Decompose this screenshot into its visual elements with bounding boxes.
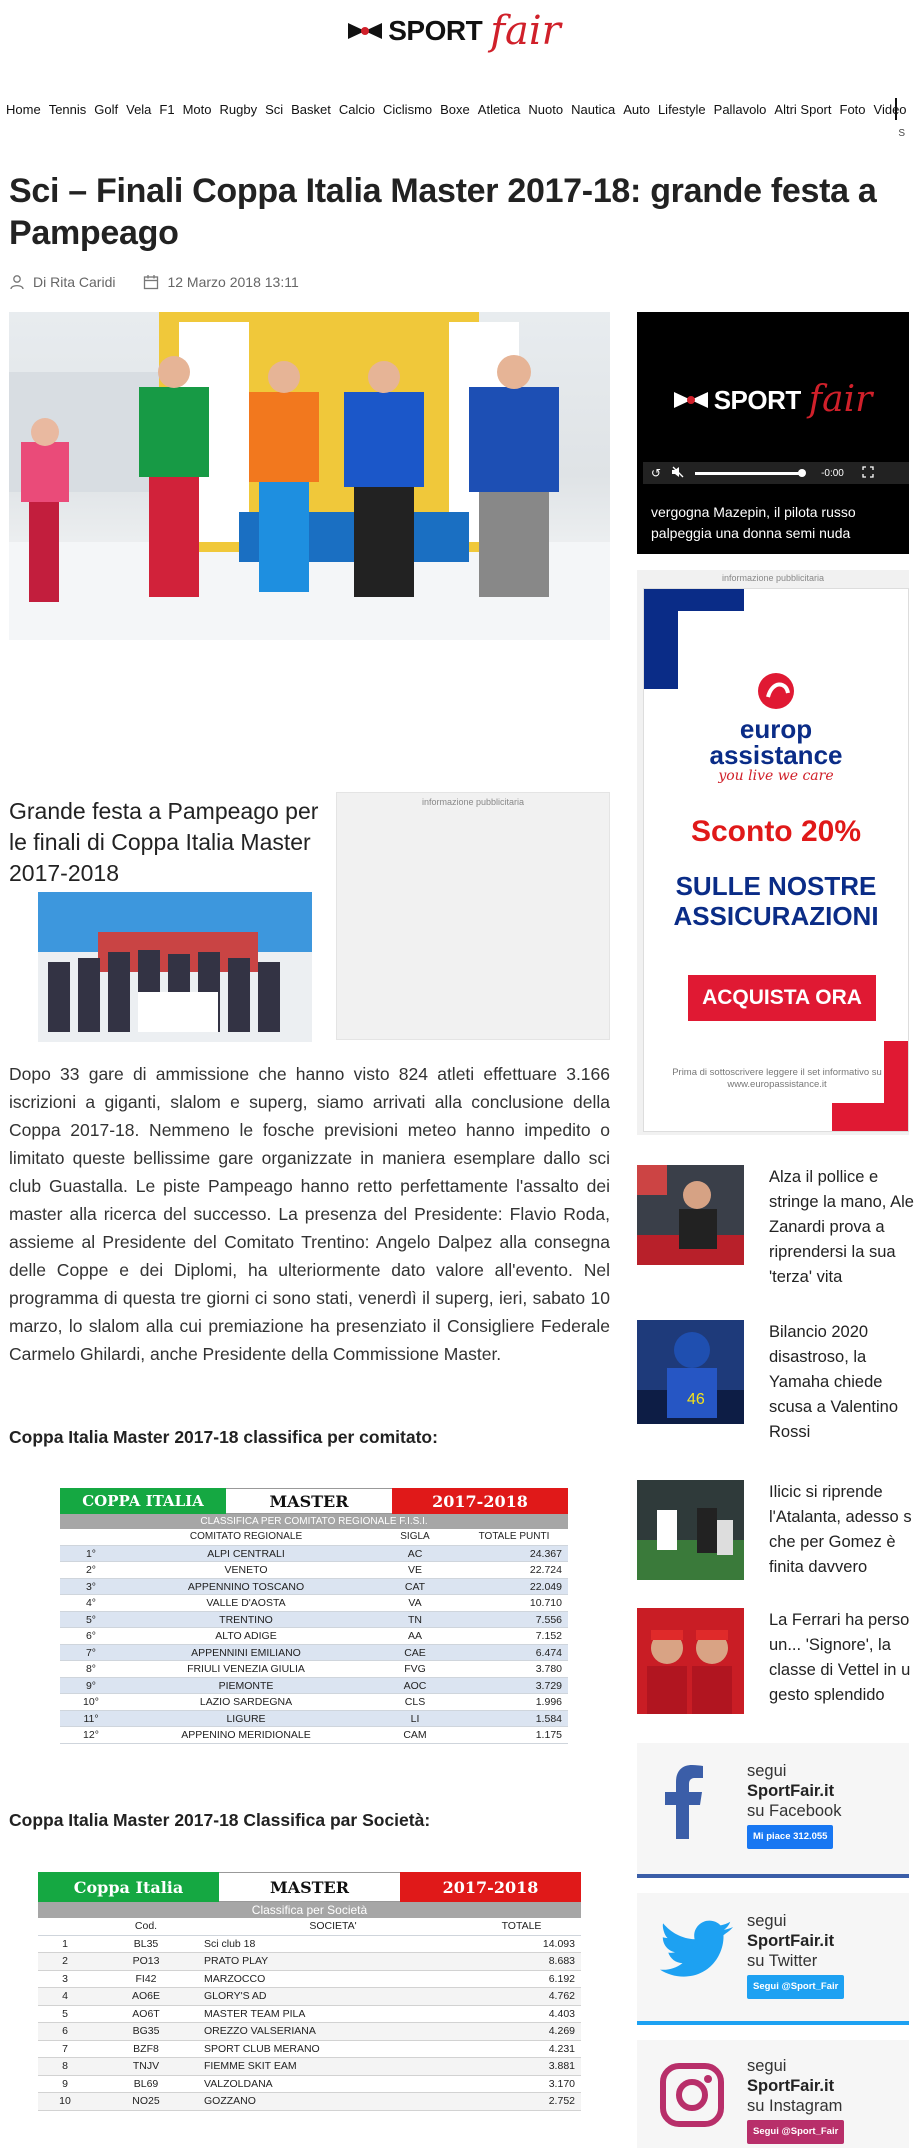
- table-cell: 11°: [83, 1712, 99, 1725]
- table-row: [38, 1971, 581, 1989]
- table-cell: PIEMONTE: [218, 1679, 274, 1692]
- related-item[interactable]: [637, 1165, 914, 1286]
- related-item[interactable]: [637, 1320, 909, 1445]
- table-cell: FVG: [404, 1663, 426, 1675]
- article-body: Dopo 33 gare di ammissione che hanno visto 824 atleti effettuare 3.166 iscrizioni a giganti, slalom e superg, siamo arrivati alla conclusione della Coppa 2017-18. Nemmeno le fosche previsioni meteo hanno impedito o limitato queste bellissime gare organizzate in maniera esemplare dallo sci club Guastalla. Le piste Pampeago hanno retto perfettamente l'assalto dei master alla ricerca del successo. La presenza del Presidente: Flavio Roda, assieme al Presidente del Comitato Trentino: Angelo Dalpez alla consegna delle Coppe e dei Diplomi, ha ulteriormente dato valore all'evento. Nel programma di questa tre giorni ci sono stati, venerdì il superg, ieri, sabato 10 marzo, lo slalom alla cui premiazione ha presenziato il Consigliere Federale Carmelo Ghilardi, anche Presidente della Commissione Master.: [9, 1064, 610, 1364]
- social-twitter[interactable]: [637, 1893, 909, 2025]
- related-title[interactable]: La Ferrari ha perso un... 'Signore', la classe di Vettel in u gesto splendido: [769, 1611, 911, 1704]
- table-cell: PO13: [132, 1955, 160, 1967]
- table-cell: AO6E: [131, 1990, 160, 2002]
- table-cell: MARZOCCO: [204, 1972, 266, 1985]
- table-cell: BZF8: [133, 2042, 159, 2055]
- table-row: [60, 1678, 568, 1695]
- nav-altri-sport[interactable]: Altri Sport: [774, 101, 832, 117]
- table-head-coppa: COPPA ITALIA: [60, 1488, 226, 1514]
- video-progress-slider[interactable]: [695, 472, 803, 475]
- table-cell: 4.269: [548, 2025, 575, 2037]
- table-row: [38, 1936, 581, 1954]
- calendar-icon: [143, 274, 159, 290]
- table-head-year: 2017-2018: [392, 1488, 568, 1514]
- table-row: [38, 2023, 581, 2041]
- table-cell: ALPI CENTRALI: [207, 1547, 285, 1560]
- article-author[interactable]: Di Rita Caridi: [33, 274, 116, 290]
- nav-overflow-label: S: [898, 128, 905, 139]
- nav-foto[interactable]: Foto: [839, 101, 866, 117]
- video-controls: [643, 462, 909, 484]
- table-cell: LAZIO SARDEGNA: [199, 1696, 293, 1708]
- social-platform: su Twitter: [747, 1952, 818, 1970]
- table-cell: VENETO: [224, 1564, 268, 1576]
- table-societa: [38, 1872, 581, 2111]
- table-cell: 7: [62, 2042, 68, 2055]
- site-logo[interactable]: [0, 6, 909, 56]
- col-rank: [60, 1529, 122, 1545]
- table-row: [38, 2076, 581, 2094]
- social-platform: su Instagram: [747, 2097, 843, 2115]
- heading-comitato: Coppa Italia Master 2017-18 classifica per comitato:: [9, 1427, 438, 1447]
- table-cell: GOZZANO: [204, 2095, 256, 2107]
- col-rank: [38, 1918, 92, 1935]
- table-cell: VA: [408, 1597, 422, 1609]
- table-cell: 12°: [83, 1729, 99, 1741]
- inline-ad-box[interactable]: [336, 792, 610, 1040]
- article-meta: [9, 274, 299, 290]
- social-segui: segui: [747, 2057, 787, 2075]
- nav-moto[interactable]: Moto: [182, 101, 212, 117]
- logo-sport-text: SPORT: [713, 384, 801, 415]
- table-cell: NO25: [132, 2095, 160, 2107]
- related-title[interactable]: Bilancio 2020 disastroso, la Yamaha chiede scusa a Valentino Rossi: [769, 1323, 899, 1441]
- related-thumb[interactable]: [637, 1608, 744, 1714]
- facebook-icon[interactable]: [659, 1763, 705, 1844]
- table-cell: CAM: [403, 1729, 427, 1741]
- ad-brand-slogan: you live we care: [718, 768, 834, 784]
- ad-fine-print: Prima di sottoscrivere leggere il set informativo su www.europassistance.it: [672, 1067, 882, 1090]
- table-cell: AC: [407, 1547, 423, 1560]
- table-cell: 4: [62, 1990, 68, 2002]
- table-cell: 22.724: [529, 1564, 562, 1576]
- col-cod: Cod.: [134, 1920, 158, 1932]
- social-bar: [637, 1874, 909, 1878]
- table-cell: 1.175: [535, 1729, 562, 1741]
- table-cell: 6°: [85, 1630, 97, 1642]
- social-facebook[interactable]: [637, 1743, 909, 1878]
- table-row: [38, 2093, 581, 2111]
- table-cell: 6.192: [548, 1972, 575, 1985]
- article-date: 12 Marzo 2018 13:11: [167, 274, 299, 290]
- social-bar: [637, 2021, 909, 2025]
- social-platform: su Facebook: [747, 1802, 842, 1820]
- ad-buy-button[interactable]: ACQUISTA ORA: [688, 975, 876, 1021]
- table-cell: 1.996: [535, 1696, 562, 1708]
- ad-discount: Sconto 20%: [690, 815, 862, 848]
- table-cell: 1.584: [535, 1712, 562, 1725]
- table-cell: 2°: [85, 1564, 97, 1576]
- ad-label: informazione pubblicitaria: [721, 573, 825, 583]
- table-cell: 8: [62, 2060, 68, 2072]
- table-head-master: MASTER: [226, 1488, 392, 1514]
- table-cell: VE: [407, 1564, 422, 1576]
- table-cell: APPENNINI EMILIANO: [191, 1646, 301, 1659]
- social-segui: segui: [747, 1762, 787, 1780]
- table-cell: VALLE D'AOSTA: [206, 1597, 286, 1609]
- related-item[interactable]: [637, 1480, 912, 1590]
- fullscreen-icon[interactable]: [862, 466, 874, 481]
- related-thumb[interactable]: [637, 1480, 744, 1580]
- mute-icon[interactable]: [671, 466, 685, 481]
- social-segui: segui: [747, 1912, 787, 1930]
- table-head-year: 2017-2018: [400, 1872, 581, 1902]
- ad-brand: [644, 671, 908, 784]
- table-cell: 7.556: [535, 1613, 562, 1626]
- table-row: [60, 1595, 568, 1612]
- table-cell: 22.049: [529, 1580, 562, 1593]
- table-cell: LI: [410, 1712, 420, 1725]
- nav-basket[interactable]: Basket: [291, 101, 331, 117]
- video-logo: [637, 379, 909, 420]
- table-row: [60, 1711, 568, 1728]
- table-row: [60, 1628, 568, 1645]
- table-cell: GLORY'S AD: [204, 1990, 267, 2002]
- social-instagram[interactable]: [637, 2040, 909, 2148]
- table-cell: 3°: [85, 1580, 97, 1593]
- nav-pallavolo[interactable]: Pallavolo: [713, 101, 767, 117]
- article-subtitle: Grande festa a Pampeago per le finali di Coppa Italia Master 2017-2018: [9, 798, 319, 886]
- table-cell: CLS: [404, 1696, 426, 1708]
- table-cell: 5: [62, 2007, 68, 2020]
- nav-boxe[interactable]: Boxe: [440, 101, 470, 117]
- nav-rugby[interactable]: Rugby: [219, 101, 258, 117]
- table-cell: 4.762: [548, 1990, 575, 2002]
- bow-tie-icon: [348, 22, 382, 40]
- nav-home[interactable]: Home: [6, 101, 41, 117]
- podium-photo: [38, 892, 312, 1042]
- social-site: SportFair.it: [747, 1932, 835, 1950]
- ad-brand-line1: europ: [739, 714, 813, 744]
- table-cell: 9°: [85, 1679, 97, 1692]
- table-cell: ALTO ADIGE: [215, 1630, 277, 1642]
- nav-golf[interactable]: Golf: [94, 101, 119, 117]
- table-row: [60, 1579, 568, 1596]
- table-row: [60, 1546, 568, 1563]
- table-subtitle: CLASSIFICA PER COMITATO REGIONALE F.I.S.I.: [60, 1514, 568, 1529]
- table-cell: 3.780: [535, 1663, 562, 1675]
- table-row: [60, 1727, 568, 1744]
- table-head-coppa: Coppa Italia: [38, 1872, 219, 1902]
- table-cell: 10: [59, 2095, 71, 2107]
- instagram-icon[interactable]: [659, 2062, 725, 2133]
- table-row: [38, 1988, 581, 2006]
- table-cell: MASTER TEAM PILA: [204, 2007, 306, 2020]
- table-cell: 14.093: [542, 1937, 575, 1950]
- nav-lifestyle[interactable]: Lifestyle: [657, 101, 706, 117]
- table-cell: FRIULI VENEZIA GIULIA: [187, 1663, 305, 1675]
- table-cell: FIEMME SKIT EAM: [204, 2060, 297, 2072]
- hero-photo: [9, 312, 610, 640]
- table-row: [60, 1661, 568, 1678]
- table-cell: CAE: [404, 1646, 426, 1659]
- ad-brand-line2: assistance: [709, 740, 843, 770]
- table-row: [60, 1562, 568, 1579]
- table-cell: 4°: [85, 1597, 97, 1609]
- table-cell: 2: [62, 1955, 68, 1967]
- ad-headline-line2: ASSICURAZIONI: [673, 901, 879, 931]
- logo-fair-text: fair: [808, 379, 873, 420]
- related-item[interactable]: [637, 1608, 909, 1718]
- article-title: Sci – Finali Coppa Italia Master 2017-18: grande festa a Pampeago: [9, 172, 877, 252]
- table-cell: FI42: [135, 1972, 157, 1985]
- table-row: [60, 1694, 568, 1711]
- col-totale: TOTALE: [501, 1920, 542, 1932]
- nav-calcio[interactable]: Calcio: [338, 101, 376, 117]
- col-sigla: SIGLA: [400, 1531, 430, 1542]
- col-comitato: COMITATO REGIONALE: [189, 1531, 303, 1542]
- video-caption[interactable]: vergogna Mazepin, il pilota russo palpeggia una donna semi nuda: [651, 504, 856, 541]
- nav-video[interactable]: Video: [873, 101, 907, 117]
- table-cell: BL35: [133, 1937, 159, 1950]
- table-cell: 8°: [85, 1663, 97, 1675]
- table-row: [38, 2006, 581, 2024]
- facebook-like-button[interactable]: Mi piace 312.055: [747, 1825, 833, 1849]
- ad-headline: [644, 871, 908, 931]
- nav-f1[interactable]: F1: [159, 101, 175, 117]
- nav-ciclismo[interactable]: Ciclismo: [383, 101, 433, 117]
- table-comitato: [60, 1488, 568, 1744]
- twitter-icon[interactable]: [659, 1917, 731, 1984]
- table-cell: 6: [62, 2025, 68, 2037]
- sidebar-ad[interactable]: [637, 570, 909, 1135]
- table-cell: Sci club 18: [204, 1937, 256, 1950]
- bow-tie-icon: [674, 391, 708, 409]
- social-site: SportFair.it: [747, 2077, 835, 2095]
- table-row: [38, 1953, 581, 1971]
- table-cell: 1: [62, 1937, 68, 1950]
- instagram-follow-button[interactable]: Segui @Sport_Fair: [747, 2120, 844, 2144]
- table-cell: TN: [408, 1613, 422, 1626]
- social-text: [747, 1761, 841, 1849]
- table-cell: APPENNINO TOSCANO: [187, 1580, 305, 1593]
- svg-text:46: 46: [687, 1391, 705, 1408]
- nav-atletica[interactable]: Atletica: [477, 101, 521, 117]
- social-text: [747, 2056, 844, 2144]
- europ-assistance-banner[interactable]: [643, 588, 909, 1132]
- nav-nuoto[interactable]: Nuoto: [528, 101, 564, 117]
- table-cell: 2.752: [548, 2095, 575, 2107]
- europ-logo-icon: [756, 671, 796, 711]
- table-cell: 24.367: [529, 1547, 562, 1560]
- table-cell: 3.170: [548, 2077, 575, 2090]
- replay-icon[interactable]: ↺: [651, 466, 662, 480]
- table-row: [60, 1612, 568, 1629]
- ad-headline-line1: SULLE NOSTRE: [675, 871, 877, 901]
- related-thumb[interactable]: [637, 1320, 744, 1424]
- table-row: [60, 1645, 568, 1662]
- table-subtitle: Classifica per Società: [38, 1902, 581, 1918]
- table-cell: 9: [62, 2077, 68, 2090]
- related-thumb[interactable]: [637, 1165, 744, 1265]
- main-nav: [0, 98, 909, 120]
- col-totale: TOTALE PUNTI: [478, 1531, 550, 1542]
- table-cell: AOC: [403, 1679, 427, 1692]
- table-cell: LIGURE: [226, 1712, 266, 1725]
- video-time: -0:00: [821, 467, 844, 479]
- table-cell: 3.881: [548, 2060, 575, 2072]
- video-player[interactable]: [637, 312, 909, 554]
- table-cell: 4.231: [548, 2042, 575, 2055]
- social-site: SportFair.it: [747, 1782, 835, 1800]
- col-societa: SOCIETA': [309, 1920, 357, 1932]
- twitter-follow-button[interactable]: Segui @Sport_Fair: [747, 1975, 844, 1999]
- table-head-master: MASTER: [219, 1872, 400, 1902]
- table-cell: BL69: [133, 2077, 159, 2090]
- table-cell: 10°: [83, 1696, 99, 1708]
- table-cell: VALZOLDANA: [204, 2077, 273, 2090]
- nav-auto[interactable]: Auto: [623, 101, 650, 117]
- heading-societa: Coppa Italia Master 2017-18 Classifica par Società:: [9, 1810, 431, 1830]
- table-cell: TRENTINO: [219, 1613, 273, 1626]
- nav-more-icon[interactable]: [895, 98, 909, 120]
- table-cell: 7.152: [535, 1630, 562, 1642]
- table-cell: 5°: [85, 1613, 97, 1626]
- table-cell: 6.474: [535, 1646, 562, 1659]
- table-cell: SPORT CLUB MERANO: [204, 2042, 320, 2055]
- table-cell: PRATO PLAY: [204, 1955, 269, 1967]
- related-title[interactable]: Ilicic si riprende l'Atalanta, adesso s che per Gomez è finita davvero: [769, 1483, 912, 1576]
- logo-fair-text: fair: [490, 8, 561, 54]
- table-cell: 7°: [85, 1646, 97, 1659]
- table-cell: 8.683: [548, 1955, 575, 1967]
- table-cell: OREZZO VALSERIANA: [204, 2025, 316, 2037]
- related-title[interactable]: Alza il pollice e stringe la mano, Ale Zanardi prova a riprendersi la sua 'terza' vita: [769, 1168, 914, 1286]
- nav-nautica[interactable]: Nautica: [571, 101, 616, 117]
- table-cell: 4.403: [548, 2007, 575, 2020]
- nav-sci[interactable]: Sci: [265, 101, 284, 117]
- social-text: [747, 1911, 844, 1999]
- table-cell: AA: [407, 1630, 422, 1642]
- table-columns: [38, 1918, 581, 1936]
- table-cell: BG35: [132, 2025, 160, 2037]
- table-cell: 10.710: [529, 1597, 562, 1609]
- table-row: [38, 2058, 581, 2076]
- table-columns: [60, 1529, 568, 1546]
- table-cell: 3: [62, 1972, 68, 1985]
- table-cell: AO6T: [132, 2007, 160, 2020]
- nav-tennis[interactable]: Tennis: [48, 101, 87, 117]
- ad-label: informazione pubblicitaria: [421, 797, 525, 807]
- nav-vela[interactable]: Vela: [126, 101, 152, 117]
- logo-sport-text: SPORT: [388, 15, 483, 46]
- user-icon: [9, 274, 25, 290]
- table-cell: CAT: [404, 1580, 426, 1593]
- table-cell: APPENINO MERIDIONALE: [181, 1729, 311, 1741]
- table-row: [38, 2041, 581, 2059]
- table-cell: 3.729: [535, 1679, 562, 1692]
- table-cell: TNJV: [132, 2060, 160, 2072]
- table-cell: 1°: [85, 1547, 97, 1560]
